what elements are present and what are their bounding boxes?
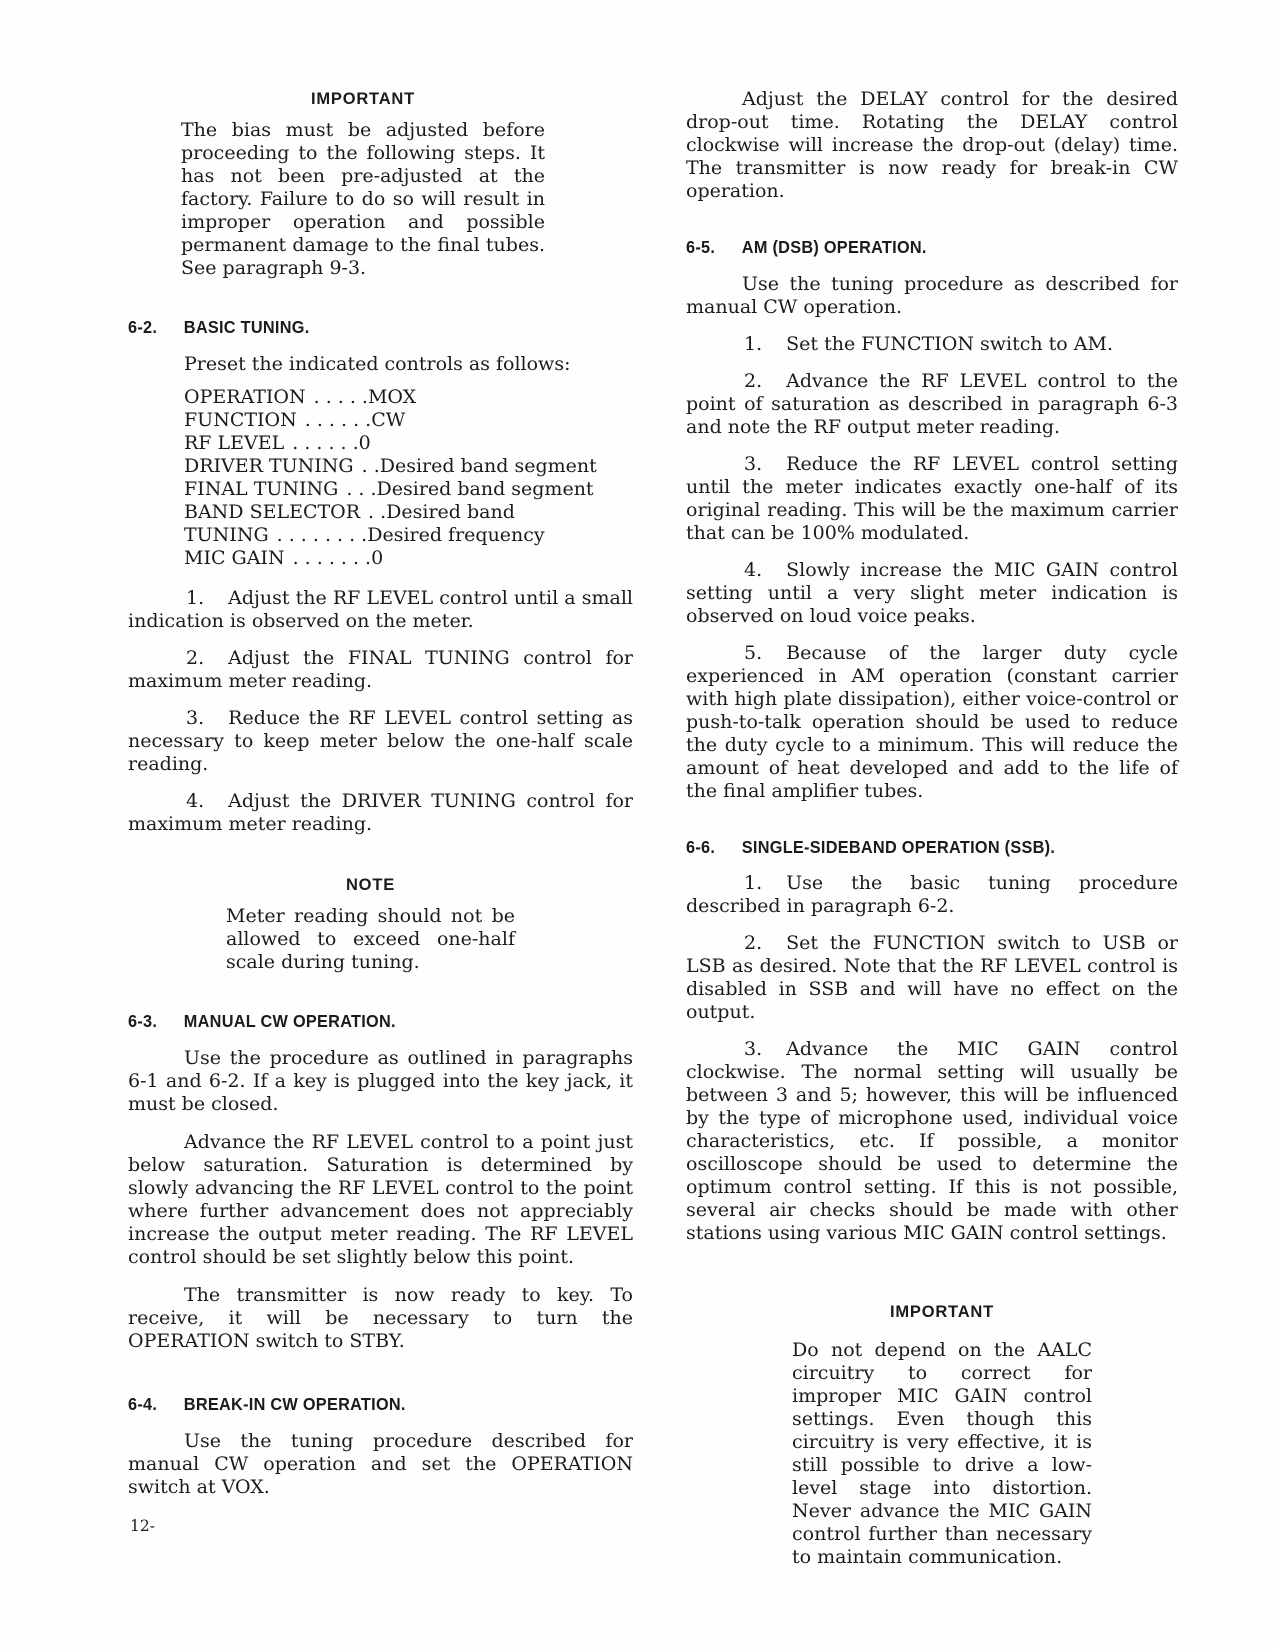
preset-label: DRIVER TUNING <box>184 455 354 477</box>
step <box>686 559 1178 628</box>
preset-row <box>184 409 633 432</box>
step-number: 1. <box>744 333 763 355</box>
preset-label: OPERATION <box>184 386 306 408</box>
step-text: Because of the larger duty cycle experienced in AM operation (constant carrier with high plate dissipation), either voice-control or push-to-talk operation should be used to reduce the duty cycle to a minimum. This will reduce the amount of heat developed and add to the life of the final amplifier tubes. <box>686 642 1178 802</box>
step-list-basic-tuning <box>128 587 633 836</box>
paragraph: Use the tuning procedure as described for manual CW operation. <box>686 273 1178 318</box>
section-number: 6-5. <box>686 237 716 257</box>
preset-leader: . . . . . <box>313 386 368 408</box>
step-number: 5. <box>744 642 763 664</box>
preset-row <box>184 524 633 547</box>
step-text: Slowly increase the MIC GAIN control setting until a very slight meter indication is observed on loud voice peaks. <box>686 559 1178 627</box>
section-title: BASIC TUNING. <box>183 317 310 337</box>
step-number: 2. <box>744 932 763 954</box>
step-text: Adjust the FINAL TUNING control for maximum meter reading. <box>128 647 633 692</box>
section-number: 6-6. <box>686 837 716 857</box>
preset-value: Desired frequency <box>367 524 545 546</box>
preset-row <box>184 432 633 455</box>
step-number: 2. <box>744 370 763 392</box>
section-heading-6-5 <box>686 236 1144 258</box>
preset-row <box>184 547 633 570</box>
preset-leader: . . <box>361 455 380 477</box>
section-heading-6-6 <box>686 836 1144 858</box>
step-text: Set the FUNCTION switch to USB or LSB as desired. Note that the RF LEVEL control is disabled in SSB and will have no effect on the output. <box>686 932 1178 1023</box>
step-number: 2. <box>186 647 205 669</box>
paragraph: Use the tuning procedure described for manual CW operation and set the OPERATION switch at VOX. <box>128 1430 633 1498</box>
step <box>686 370 1178 439</box>
preset-value: Desired band segment <box>376 478 594 500</box>
step <box>686 642 1178 803</box>
step-number: 4. <box>186 790 205 812</box>
preset-leader: . . . <box>346 478 377 500</box>
preset-label: MIC GAIN <box>184 547 285 569</box>
step-text: Adjust the RF LEVEL control until a small indication is observed on the meter. <box>128 587 633 632</box>
step-number: 1. <box>186 587 205 609</box>
step-text: Reduce the RF LEVEL control setting until the meter indicates exactly one-half of its original reading. This will be the maximum carrier that can be 100% modulated. <box>686 453 1178 544</box>
notice-title: NOTE <box>345 876 396 894</box>
step-text: Advance the MIC GAIN control clockwise. The normal setting will usually be between 3 and 5; however, this will be influenced by the type of microphone used, individual voice characteristics, etc. If possible, a monitor oscilloscope should be used to determine the optimum control setting. If this is not possible, several air checks should be made with other stations using various MIC GAIN control settings. <box>686 1038 1178 1244</box>
notice-title: IMPORTANT <box>889 1303 995 1321</box>
step-text: Set the FUNCTION switch to AM. <box>786 333 1113 355</box>
preset-label: RF LEVEL <box>184 432 285 454</box>
step-text: Adjust the DRIVER TUNING control for maximum meter reading. <box>128 790 633 835</box>
step <box>686 932 1178 1024</box>
paragraph: Use the procedure as outlined in paragraphs 6-1 and 6-2. If a key is plugged into the key jack, it must be closed. <box>128 1047 633 1115</box>
preset-row <box>184 455 633 478</box>
step <box>128 587 633 633</box>
step <box>686 872 1178 918</box>
step-text: Use the basic tuning procedure described in paragraph 6-2. <box>686 872 1178 917</box>
preset-leader: . . . . . . <box>292 432 359 454</box>
preset-label: FINAL TUNING <box>184 478 339 500</box>
section-heading-6-4 <box>128 1393 598 1415</box>
step <box>686 453 1178 545</box>
preset-row <box>184 501 633 524</box>
step <box>686 1038 1178 1245</box>
section-title: MANUAL CW OPERATION. <box>183 1011 396 1031</box>
preset-row <box>184 386 633 409</box>
preset-list <box>184 386 633 570</box>
preset-leader: . . . . . . <box>304 409 372 431</box>
preset-value: CW <box>371 409 406 431</box>
notice-title: IMPORTANT <box>310 90 416 108</box>
paragraph-preset-intro: Preset the indicated controls as follows: <box>184 353 571 375</box>
step <box>128 790 633 836</box>
step-text: Reduce the RF LEVEL control setting as necessary to keep meter below the one-half scale reading. <box>128 707 633 775</box>
section-title: BREAK-IN CW OPERATION. <box>183 1394 406 1414</box>
paragraph-delay: Adjust the DELAY control for the desired drop-out time. Rotating the DELAY control clockwise will increase the drop-out (delay) time. The transmitter is now ready for break-in CW operation. <box>686 88 1178 202</box>
section-number: 6-3. <box>128 1011 158 1031</box>
preset-label: TUNING <box>184 524 269 546</box>
important-notice-aalc <box>686 1301 1178 1569</box>
important-notice-bias <box>128 88 633 280</box>
section-number: 6-4. <box>128 1394 158 1414</box>
step-number: 4. <box>744 559 763 581</box>
step-text: Advance the RF LEVEL control to the point of saturation as described in paragraph 6-3 and note the RF output meter reading. <box>686 370 1178 438</box>
preset-value: 0 <box>358 432 371 454</box>
notice-body: Meter reading should not be allowed to exceed one-half scale during tuning. <box>226 905 515 973</box>
step <box>686 333 1178 356</box>
step <box>128 647 633 693</box>
step-number: 3. <box>744 1038 763 1060</box>
section-number: 6-2. <box>128 317 158 337</box>
preset-value: MOX <box>367 386 417 408</box>
step-list-am-operation <box>686 333 1178 803</box>
notice-body: The bias must be adjusted before proceeding to the following steps. It has not been pre-adjusted at the factory. Failure to do so will result in improper operation and possible permanent damage to the final tubes. See paragraph 9-3. <box>181 119 545 279</box>
section-heading-6-2 <box>128 316 598 338</box>
section-title: SINGLE-SIDEBAND OPERATION (SSB). <box>741 837 1056 857</box>
page-number: 12- <box>130 1517 155 1535</box>
preset-leader: . . . . . . . <box>292 547 372 569</box>
preset-value: Desired band segment <box>379 455 597 477</box>
preset-row <box>184 478 633 501</box>
right-column <box>686 88 1178 1569</box>
step <box>128 707 633 776</box>
preset-label: FUNCTION <box>184 409 297 431</box>
step-list-ssb-operation <box>686 872 1178 1245</box>
section-title: AM (DSB) OPERATION. <box>741 237 927 257</box>
preset-value: 0 <box>371 547 384 569</box>
section-heading-6-3 <box>128 1010 598 1032</box>
step-number: 1. <box>744 872 763 894</box>
preset-leader: . . . . . . . . <box>276 524 368 546</box>
paragraph: Advance the RF LEVEL control to a point just below saturation. Saturation is determined by slowly advancing the RF LEVEL control to the point where further advancement does not appreciably increase the output meter reading. The RF LEVEL control should be set slightly below this point. <box>128 1131 633 1268</box>
step-number: 3. <box>744 453 763 475</box>
notice-body: Do not depend on the AALC circuitry to correct for improper MIC GAIN control settings. Even though this circuitry is very effective, it is still possible to drive a low-level stage into distortion. Never advance the MIC GAIN control further than necessary to maintain communication. <box>792 1339 1092 1568</box>
paragraph: The transmitter is now ready to key. To receive, it will be necessary to turn the OPERATION switch to STBY. <box>128 1284 633 1352</box>
note-notice <box>128 874 633 974</box>
preset-leader: . . <box>368 501 387 523</box>
preset-label: BAND SELECTOR <box>184 501 361 523</box>
preset-value: Desired band <box>386 501 515 523</box>
step-number: 3. <box>186 707 205 729</box>
left-column <box>128 88 633 1538</box>
